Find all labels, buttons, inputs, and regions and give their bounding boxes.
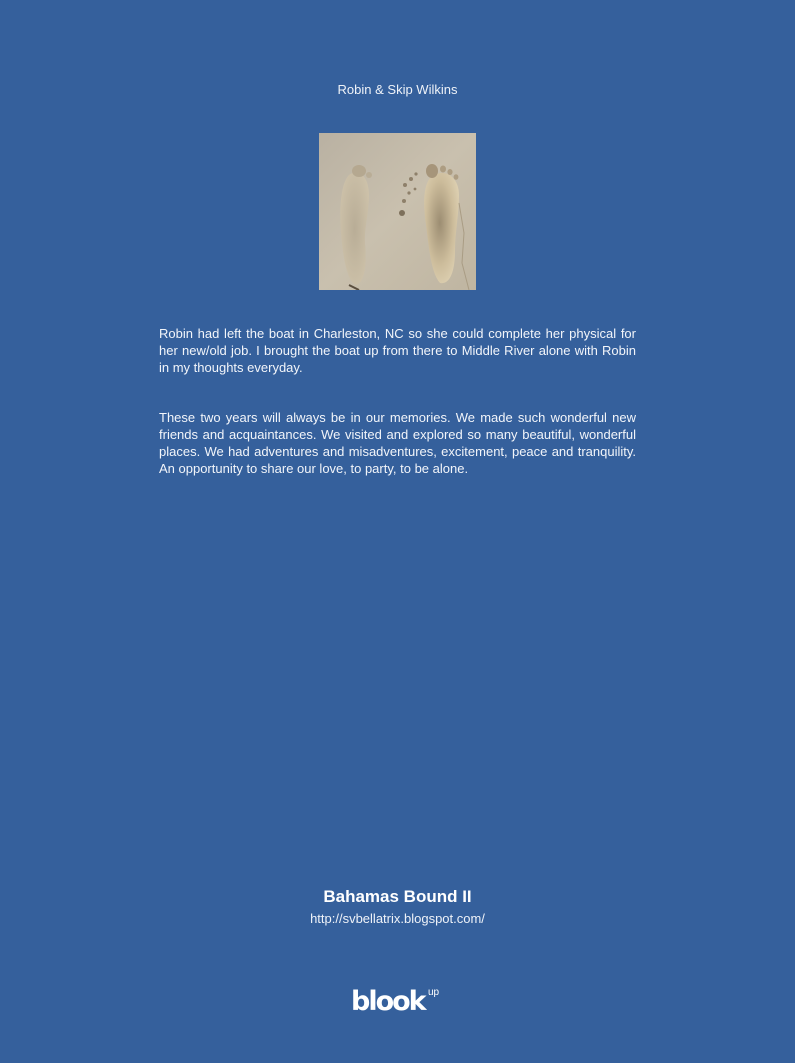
logo-wordmark: blook <box>351 986 425 1017</box>
blog-url-link[interactable]: http://svbellatrix.blogspot.com/ <box>310 911 485 926</box>
blookup-logo <box>348 986 448 1022</box>
logo-superscript: up <box>428 987 440 998</box>
authors-line: Robin & Skip Wilkins <box>337 82 458 97</box>
story-paragraph-1: Robin had left the boat in Charleston, NC so she could complete her physical for her new/old job. I brought the boat up from there to Middle River alone with Robin in my thoughts everyday. <box>159 326 636 375</box>
story-paragraph-2: These two years will always be in our memories. We made such wonderful new friends and acquaintances. We visited and explored so many beautiful, wonderful places. We had adventures and misadventures, excitement, peace and tranquility. An opportunity to share our love, to party, to be alone. <box>159 410 636 476</box>
footprints-photo <box>319 133 476 290</box>
blog-title: Bahamas Bound II <box>323 887 472 906</box>
